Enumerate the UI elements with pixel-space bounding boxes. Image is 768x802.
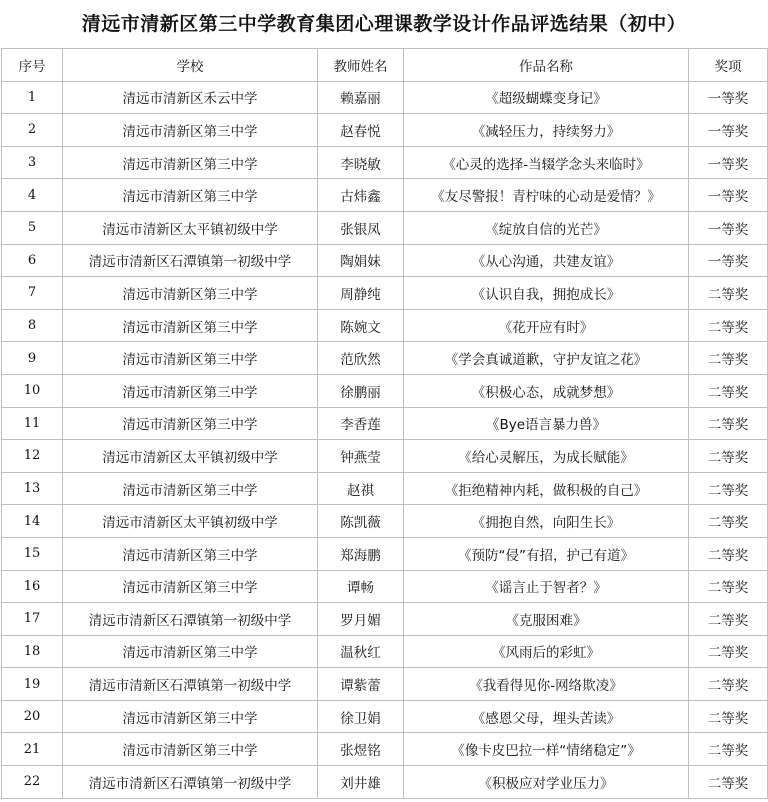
- cell-work: 《积极应对学业压力》: [404, 766, 689, 799]
- cell-award: 一等奖: [689, 179, 768, 212]
- cell-award: 二等奖: [689, 440, 768, 473]
- cell-work: 《心灵的选择-当辍学念头来临时》: [404, 146, 689, 179]
- cell-teacher: 李香莲: [318, 407, 404, 440]
- cell-work: 《感恩父母，埋头苦读》: [404, 700, 689, 733]
- cell-work: 《超级蝴蝶变身记》: [404, 81, 689, 114]
- cell-teacher: 张银凤: [318, 211, 404, 244]
- cell-teacher: 赖嘉丽: [318, 81, 404, 114]
- table-row: [2, 81, 768, 114]
- header-award: 奖项: [689, 49, 768, 82]
- cell-award: 二等奖: [689, 472, 768, 505]
- cell-no: 16: [2, 570, 63, 603]
- cell-school: 清远市清新区第三中学: [63, 146, 318, 179]
- cell-school: 清远市清新区第三中学: [63, 700, 318, 733]
- table-row: [2, 472, 768, 505]
- table-row: [2, 407, 768, 440]
- cell-work: 《减轻压力，持续努力》: [404, 114, 689, 147]
- table-row: [2, 668, 768, 701]
- table-row: [2, 635, 768, 668]
- table-row: [2, 440, 768, 473]
- cell-work: 《认识自我，拥抱成长》: [404, 277, 689, 310]
- cell-award: 一等奖: [689, 81, 768, 114]
- table-row: [2, 244, 768, 277]
- cell-award: 一等奖: [689, 211, 768, 244]
- cell-teacher: 陈凯薇: [318, 505, 404, 538]
- table-row: [2, 570, 768, 603]
- cell-school: 清远市清新区第三中学: [63, 733, 318, 766]
- cell-award: 二等奖: [689, 407, 768, 440]
- cell-teacher: 徐鹏丽: [318, 374, 404, 407]
- table-row: [2, 146, 768, 179]
- cell-work: 《我看得见你-网络欺凌》: [404, 668, 689, 701]
- table-row: [2, 342, 768, 375]
- cell-teacher: 陶娟妹: [318, 244, 404, 277]
- table-row: [2, 114, 768, 147]
- cell-work: 《从心沟通，共建友谊》: [404, 244, 689, 277]
- cell-work: 《积极心态，成就梦想》: [404, 374, 689, 407]
- cell-work: 《花开应有时》: [404, 309, 689, 342]
- cell-teacher: 古炜鑫: [318, 179, 404, 212]
- cell-school: 清远市清新区第三中学: [63, 472, 318, 505]
- cell-school: 清远市清新区第三中学: [63, 407, 318, 440]
- cell-school: 清远市清新区第三中学: [63, 114, 318, 147]
- cell-school: 清远市清新区第三中学: [63, 537, 318, 570]
- cell-school: 清远市清新区石潭镇第一初级中学: [63, 668, 318, 701]
- cell-no: 11: [2, 407, 63, 440]
- cell-award: 二等奖: [689, 537, 768, 570]
- cell-no: 8: [2, 309, 63, 342]
- header-no: 序号: [2, 49, 63, 82]
- header-school: 学校: [63, 49, 318, 82]
- cell-award: 二等奖: [689, 570, 768, 603]
- cell-work: 《Bye语言暴力兽》: [404, 407, 689, 440]
- cell-work: 《拒绝精神内耗，做积极的自己》: [404, 472, 689, 505]
- cell-teacher: 李晓敏: [318, 146, 404, 179]
- cell-school: 清远市清新区第三中学: [63, 277, 318, 310]
- cell-no: 7: [2, 277, 63, 310]
- header-teacher: 教师姓名: [318, 49, 404, 82]
- table-row: [2, 733, 768, 766]
- cell-school: 清远市清新区石潭镇第一初级中学: [63, 244, 318, 277]
- cell-award: 二等奖: [689, 733, 768, 766]
- cell-teacher: 陈婉文: [318, 309, 404, 342]
- table-header-row: [2, 49, 768, 82]
- cell-work: 《绽放自信的光芒》: [404, 211, 689, 244]
- cell-school: 清远市清新区第三中学: [63, 635, 318, 668]
- table-row: [2, 309, 768, 342]
- cell-school: 清远市清新区太平镇初级中学: [63, 440, 318, 473]
- cell-no: 9: [2, 342, 63, 375]
- cell-teacher: 刘井雄: [318, 766, 404, 799]
- cell-no: 4: [2, 179, 63, 212]
- cell-teacher: 谭畅: [318, 570, 404, 603]
- cell-award: 二等奖: [689, 342, 768, 375]
- cell-award: 二等奖: [689, 635, 768, 668]
- table-row: [2, 537, 768, 570]
- cell-work: 《风雨后的彩虹》: [404, 635, 689, 668]
- cell-school: 清远市清新区第三中学: [63, 374, 318, 407]
- table-row: [2, 603, 768, 636]
- cell-award: 二等奖: [689, 309, 768, 342]
- cell-award: 一等奖: [689, 146, 768, 179]
- cell-no: 5: [2, 211, 63, 244]
- cell-teacher: 徐卫娟: [318, 700, 404, 733]
- cell-award: 一等奖: [689, 244, 768, 277]
- cell-award: 二等奖: [689, 700, 768, 733]
- cell-school: 清远市清新区石潭镇第一初级中学: [63, 766, 318, 799]
- cell-work: 《预防“侵”有招，护己有道》: [404, 537, 689, 570]
- table-row: [2, 211, 768, 244]
- cell-no: 12: [2, 440, 63, 473]
- cell-school: 清远市清新区第三中学: [63, 570, 318, 603]
- table-row: [2, 505, 768, 538]
- table-row: [2, 700, 768, 733]
- cell-work: 《友尽警报！青柠味的心动是爱情？》: [404, 179, 689, 212]
- cell-teacher: 谭紫蕾: [318, 668, 404, 701]
- cell-teacher: 张煜铭: [318, 733, 404, 766]
- cell-no: 20: [2, 700, 63, 733]
- cell-no: 2: [2, 114, 63, 147]
- cell-award: 二等奖: [689, 374, 768, 407]
- cell-no: 15: [2, 537, 63, 570]
- cell-teacher: 钟燕莹: [318, 440, 404, 473]
- table-row: [2, 374, 768, 407]
- cell-award: 二等奖: [689, 505, 768, 538]
- cell-teacher: 温秋红: [318, 635, 404, 668]
- cell-teacher: 郑海鹏: [318, 537, 404, 570]
- page-title: 清远市清新区第三中学教育集团心理课教学设计作品评选结果（初中）: [81, 13, 687, 35]
- cell-award: 二等奖: [689, 668, 768, 701]
- cell-award: 二等奖: [689, 277, 768, 310]
- cell-teacher: 赵春悦: [318, 114, 404, 147]
- cell-work: 《像卡皮巴拉一样“情绪稳定”》: [404, 733, 689, 766]
- cell-school: 清远市清新区太平镇初级中学: [63, 211, 318, 244]
- cell-no: 21: [2, 733, 63, 766]
- cell-no: 22: [2, 766, 63, 799]
- cell-no: 17: [2, 603, 63, 636]
- cell-no: 10: [2, 374, 63, 407]
- cell-school: 清远市清新区第三中学: [63, 179, 318, 212]
- cell-work: 《谣言止于智者？》: [404, 570, 689, 603]
- cell-no: 14: [2, 505, 63, 538]
- cell-no: 13: [2, 472, 63, 505]
- cell-school: 清远市清新区石潭镇第一初级中学: [63, 603, 318, 636]
- cell-award: 一等奖: [689, 114, 768, 147]
- cell-work: 《学会真诚道歉，守护友谊之花》: [404, 342, 689, 375]
- table-row: [2, 277, 768, 310]
- cell-no: 19: [2, 668, 63, 701]
- cell-school: 清远市清新区第三中学: [63, 342, 318, 375]
- cell-work: 《给心灵解压，为成长赋能》: [404, 440, 689, 473]
- cell-teacher: 罗月媚: [318, 603, 404, 636]
- cell-work: 《拥抱自然，向阳生长》: [404, 505, 689, 538]
- cell-school: 清远市清新区第三中学: [63, 309, 318, 342]
- cell-school: 清远市清新区禾云中学: [63, 81, 318, 114]
- cell-award: 二等奖: [689, 766, 768, 799]
- header-work: 作品名称: [404, 49, 689, 82]
- cell-no: 3: [2, 146, 63, 179]
- cell-no: 1: [2, 81, 63, 114]
- results-table: [1, 48, 768, 799]
- cell-award: 二等奖: [689, 603, 768, 636]
- cell-work: 《克服困难》: [404, 603, 689, 636]
- cell-teacher: 周静纯: [318, 277, 404, 310]
- table-row: [2, 766, 768, 799]
- cell-teacher: 范欣然: [318, 342, 404, 375]
- cell-teacher: 赵祺: [318, 472, 404, 505]
- cell-no: 18: [2, 635, 63, 668]
- cell-no: 6: [2, 244, 63, 277]
- table-row: [2, 179, 768, 212]
- cell-school: 清远市清新区太平镇初级中学: [63, 505, 318, 538]
- table-body: [2, 81, 768, 798]
